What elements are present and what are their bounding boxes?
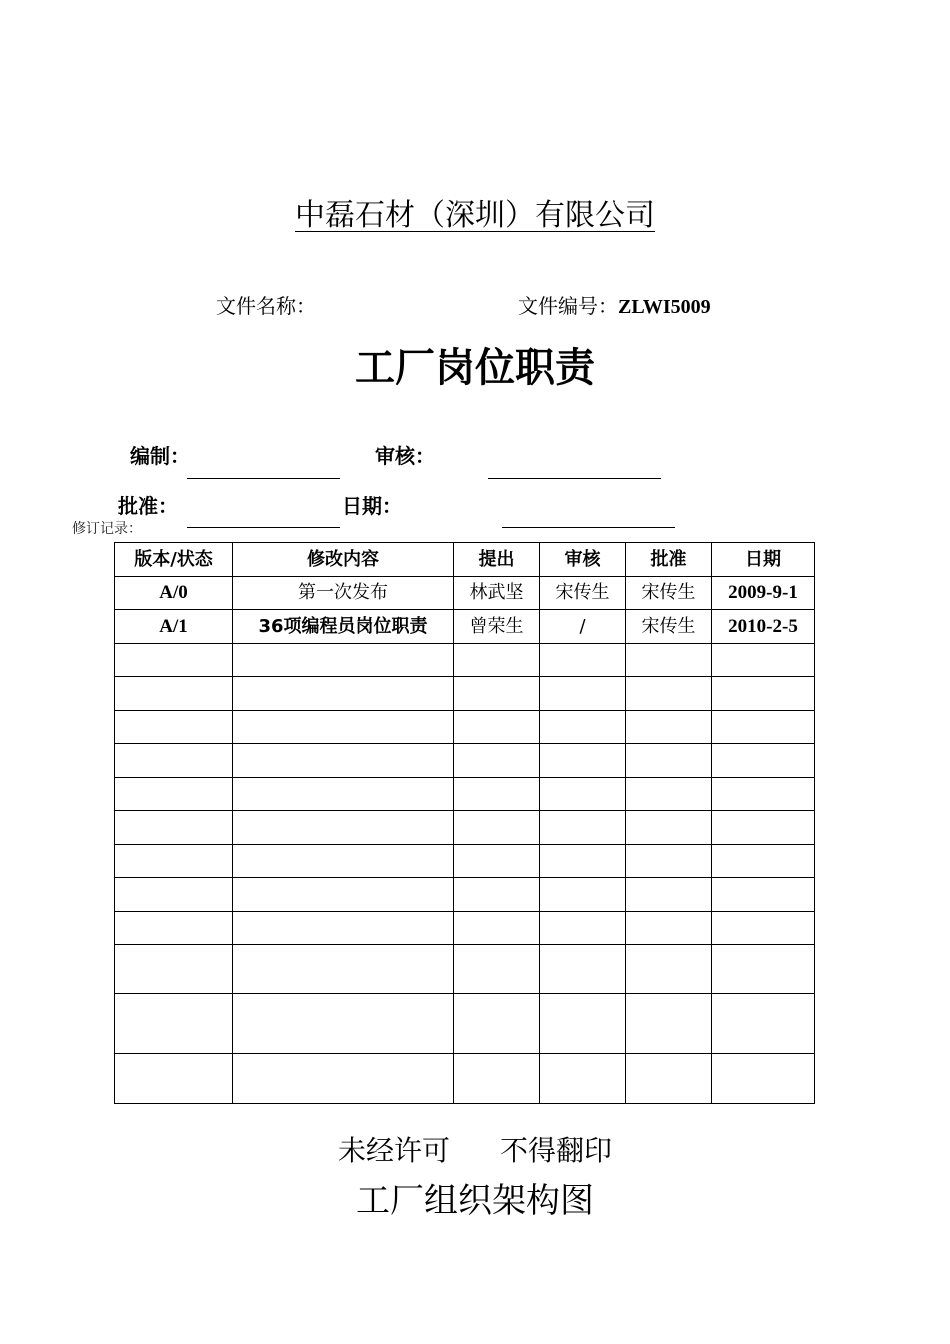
cell-approver: 宋传生 xyxy=(626,610,712,644)
file-number xyxy=(518,293,711,320)
revision-header-row xyxy=(115,543,815,577)
document-title: 工厂岗位职责 xyxy=(355,345,595,391)
cell-version: A/0 xyxy=(115,577,233,610)
cell-content: 第一次发布 xyxy=(233,577,454,610)
approved-label: 批准： xyxy=(118,494,178,518)
cell-reviewer: / xyxy=(540,610,626,644)
org-chart-title: 工厂组织架构图 xyxy=(356,1181,594,1221)
reviewed-label: 审核： xyxy=(375,444,435,468)
no-copy-right: 不得翻印 xyxy=(500,1134,613,1167)
date-signature-line xyxy=(502,527,675,528)
cell-reviewer: 宋传生 xyxy=(540,577,626,610)
empty-row xyxy=(115,644,815,677)
date-label: 日期： xyxy=(342,494,402,518)
header-approver: 批准 xyxy=(626,543,712,577)
cell-content: 36项编程员岗位职责 xyxy=(233,610,454,644)
prepared-label: 编制： xyxy=(130,444,190,468)
prepared-signature-line xyxy=(187,478,340,479)
empty-row xyxy=(115,945,815,994)
header-proposer: 提出 xyxy=(454,543,540,577)
file-name-label: 文件名称： xyxy=(216,294,316,318)
no-copy-left: 未经许可 xyxy=(337,1134,450,1167)
empty-row xyxy=(115,778,815,811)
reviewed-signature-line xyxy=(488,478,661,479)
approved-signature-line xyxy=(187,527,340,528)
cell-proposer: 林武坚 xyxy=(454,577,540,610)
file-number-label: 文件编号： xyxy=(518,294,618,318)
empty-row xyxy=(115,711,815,744)
empty-row xyxy=(115,845,815,878)
empty-row xyxy=(115,1054,815,1104)
header-version: 版本/状态 xyxy=(115,543,233,577)
company-name: 中磊石材（深圳）有限公司 xyxy=(295,198,655,233)
file-number-value: ZLWI5009 xyxy=(618,296,711,318)
revision-table xyxy=(114,542,815,1104)
no-copy-notice xyxy=(0,1131,950,1171)
cell-approver: 宋传生 xyxy=(626,577,712,610)
revision-record-label: 修订记录： xyxy=(72,521,142,537)
empty-row xyxy=(115,811,815,845)
cell-proposer: 曾荣生 xyxy=(454,610,540,644)
table-row xyxy=(115,610,815,644)
table-row xyxy=(115,577,815,610)
cell-date: 2010-2-5 xyxy=(712,610,815,644)
empty-row xyxy=(115,912,815,945)
cell-date: 2009-9-1 xyxy=(712,577,815,610)
header-content: 修改内容 xyxy=(233,543,454,577)
empty-row xyxy=(115,994,815,1054)
header-reviewer: 审核 xyxy=(540,543,626,577)
empty-row xyxy=(115,677,815,711)
empty-row xyxy=(115,878,815,912)
empty-row xyxy=(115,744,815,778)
header-date: 日期 xyxy=(712,543,815,577)
cell-version: A/1 xyxy=(115,610,233,644)
